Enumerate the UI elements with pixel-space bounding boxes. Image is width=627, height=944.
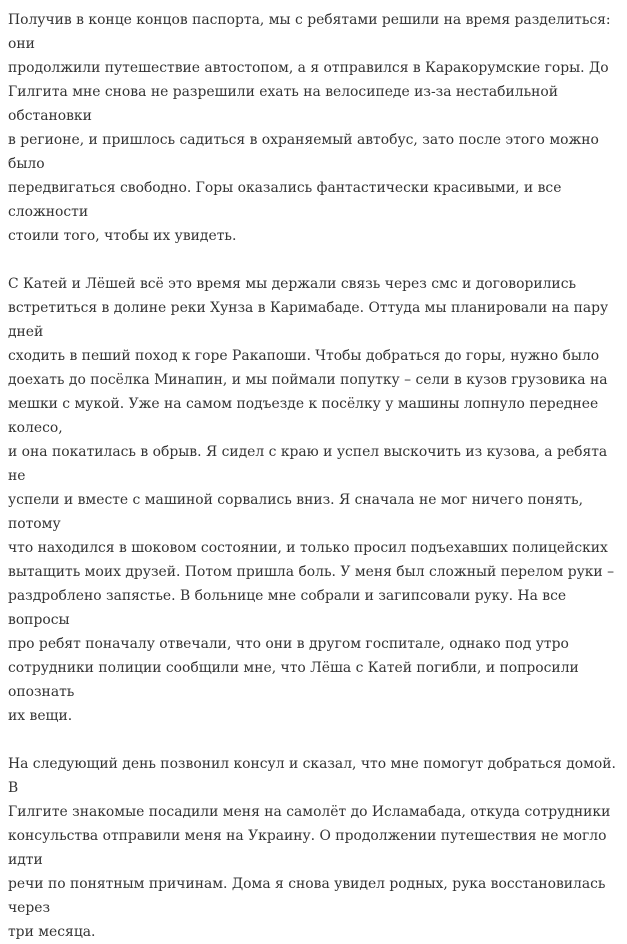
paragraph-accident: С Катей и Лёшей всё это время мы держали связь через смс и договорились встретиться в долине реки Хунза в Каримабаде. Оттуда мы планировали на пару дней сходить в пеший поход к горе Ракапоши. Чтобы добраться до горы, нужно было доехать до посёлка Минапин, и мы поймали попутку – сели в кузов грузовика на мешки с мукой. Уже на самом подъезде к посёлку у машины лопнуло переднее колесо, и она покатилась в обрыв. Я сидел с краю и успел выскочить из кузова, а ребята не успели и вместе с машиной сорвались вниз. Я сначала не мог ничего понять, потому что находился в шоковом состоянии, и только просил подъехавших полицейских вытащить моих друзей. Потом пришла боль. У меня был сложный перелом руки – раздроблено запястье. В больнице мне собрали и загипсовали руку. На все вопросы про ребят поначалу отвечали, что они в другом госпитале, однако под утро сотрудники полиции сообщили мне, что Лёша с Катей погибли, и попросили опознать их вещи. xyxy=(8,276,615,724)
paragraph-return-home: На следующий день позвонил консул и сказал, что мне помогут добраться домой. В Гилгите знакомые посадили меня на самолёт до Исламабада, откуда сотрудники консульства отправили меня на Украину. О продолжении путешествия не могло идти речи по понятным причинам. Дома я снова увидел родных, рука восстановилась через три месяца. xyxy=(8,756,616,940)
paragraph-passports: Получив в конце концов паспорта, мы с ребятами решили на время разделиться: они продолжили путешествие автостопом, а я отправился в Каракорумские горы. До Гилгита мне снова не разрешили ехать на велосипеде из-за нестабильной обстановки в регионе, и пришлось садиться в охраняемый автобус, зато после этого можно было передвигаться свободно. Горы оказались фантастически красивыми, и все сложности стоили того, чтобы их увидеть. xyxy=(8,12,611,244)
